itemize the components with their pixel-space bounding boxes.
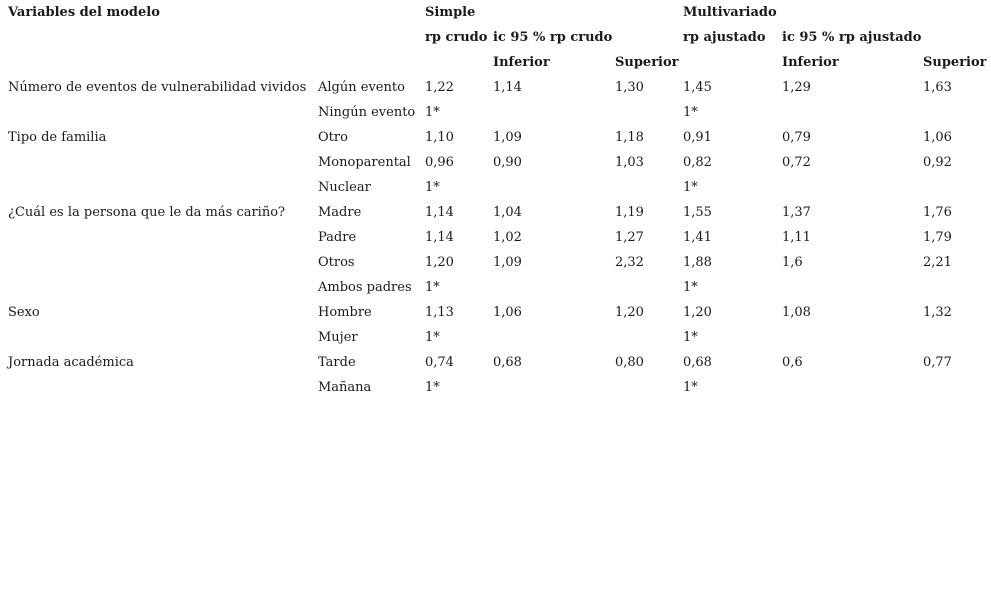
superior-crudo-cell: 1,30 <box>615 80 644 95</box>
header-variables: Variables del modelo <box>8 5 160 20</box>
category-cell: Monoparental <box>318 155 411 170</box>
table-row <box>0 300 991 325</box>
superior-crudo-cell: 2,32 <box>615 255 644 270</box>
rp-ajustado-cell: 1,45 <box>683 80 712 95</box>
category-cell: Madre <box>318 205 362 220</box>
variable-cell: ¿Cuál es la persona que le da más cariño? <box>8 205 286 220</box>
rp-ajustado-cell: 0,91 <box>683 130 712 145</box>
table-row <box>0 350 991 375</box>
table-row <box>0 150 991 175</box>
header-inferior-crudo: Inferior <box>493 55 550 70</box>
table-row <box>0 225 991 250</box>
superior-ajustado-cell: 0,92 <box>923 155 952 170</box>
superior-ajustado-cell: 1,06 <box>923 130 952 145</box>
rp-ajustado-cell: 1,55 <box>683 205 712 220</box>
table-row <box>0 250 991 275</box>
table-row <box>0 375 991 400</box>
category-cell: Ningún evento <box>318 105 416 120</box>
inferior-crudo-cell: 1,04 <box>493 205 522 220</box>
rp-ajustado-cell: 0,68 <box>683 355 712 370</box>
header-rp-ajustado: rp ajustado <box>683 30 766 45</box>
superior-ajustado-cell: 1,32 <box>923 305 952 320</box>
table-row <box>0 75 991 100</box>
superior-ajustado-cell: 0,77 <box>923 355 952 370</box>
inferior-ajustado-cell: 1,29 <box>782 80 811 95</box>
category-cell: Ambos padres <box>318 280 412 295</box>
category-cell: Otro <box>318 130 348 145</box>
superior-ajustado-cell: 2,21 <box>923 255 952 270</box>
header-superior-ajustado: Superior <box>923 55 987 70</box>
inferior-crudo-cell: 1,02 <box>493 230 522 245</box>
category-cell: Padre <box>318 230 357 245</box>
rp-crudo-cell: 1* <box>425 105 440 120</box>
table-row <box>0 125 991 150</box>
inferior-ajustado-cell: 1,08 <box>782 305 811 320</box>
table-row <box>0 175 991 200</box>
category-cell: Otros <box>318 255 355 270</box>
rp-ajustado-cell: 1,88 <box>683 255 712 270</box>
superior-ajustado-cell: 1,79 <box>923 230 952 245</box>
inferior-crudo-cell: 0,90 <box>493 155 522 170</box>
header-simple: Simple <box>425 5 476 20</box>
rp-ajustado-cell: 1,20 <box>683 305 712 320</box>
header-ic-crudo: ic 95 % rp crudo <box>493 30 613 45</box>
superior-ajustado-cell: 1,63 <box>923 80 952 95</box>
table-row <box>0 325 991 350</box>
variable-cell: Jornada académica <box>8 355 134 370</box>
inferior-crudo-cell: 1,14 <box>493 80 522 95</box>
header-row-2 <box>0 25 991 50</box>
rp-crudo-cell: 1,20 <box>425 255 454 270</box>
rp-crudo-cell: 1* <box>425 380 440 395</box>
variable-cell: Sexo <box>8 305 40 320</box>
rp-crudo-cell: 1,14 <box>425 230 454 245</box>
inferior-crudo-cell: 1,09 <box>493 130 522 145</box>
table-row <box>0 275 991 300</box>
variable-cell: Número de eventos de vulnerabilidad vividos <box>8 80 307 95</box>
variable-cell: Tipo de familia <box>8 130 107 145</box>
header-ic-ajustado: ic 95 % rp ajustado <box>782 30 922 45</box>
table-body <box>0 75 991 400</box>
superior-crudo-cell: 1,20 <box>615 305 644 320</box>
inferior-crudo-cell: 1,06 <box>493 305 522 320</box>
inferior-ajustado-cell: 1,6 <box>782 255 803 270</box>
rp-crudo-cell: 1,22 <box>425 80 454 95</box>
category-cell: Mañana <box>318 380 372 395</box>
rp-crudo-cell: 1,13 <box>425 305 454 320</box>
inferior-ajustado-cell: 1,37 <box>782 205 811 220</box>
header-row-1 <box>0 0 991 25</box>
header-rp-crudo: rp crudo <box>425 30 488 45</box>
category-cell: Tarde <box>318 355 356 370</box>
rp-crudo-cell: 1* <box>425 280 440 295</box>
table-row <box>0 200 991 225</box>
rp-ajustado-cell: 1* <box>683 330 698 345</box>
superior-crudo-cell: 0,80 <box>615 355 644 370</box>
header-inferior-ajustado: Inferior <box>782 55 839 70</box>
inferior-ajustado-cell: 0,79 <box>782 130 811 145</box>
table-row <box>0 100 991 125</box>
superior-crudo-cell: 1,03 <box>615 155 644 170</box>
rp-crudo-cell: 0,74 <box>425 355 454 370</box>
category-cell: Nuclear <box>318 180 371 195</box>
rp-ajustado-cell: 1* <box>683 105 698 120</box>
superior-crudo-cell: 1,19 <box>615 205 644 220</box>
header-row-3 <box>0 50 991 75</box>
rp-crudo-cell: 1* <box>425 330 440 345</box>
header-superior-crudo: Superior <box>615 55 679 70</box>
inferior-ajustado-cell: 1,11 <box>782 230 811 245</box>
rp-ajustado-cell: 1* <box>683 380 698 395</box>
category-cell: Hombre <box>318 305 372 320</box>
category-cell: Algún evento <box>318 80 405 95</box>
category-cell: Mujer <box>318 330 358 345</box>
superior-crudo-cell: 1,27 <box>615 230 644 245</box>
rp-crudo-cell: 0,96 <box>425 155 454 170</box>
superior-crudo-cell: 1,18 <box>615 130 644 145</box>
inferior-crudo-cell: 1,09 <box>493 255 522 270</box>
rp-ajustado-cell: 0,82 <box>683 155 712 170</box>
rp-ajustado-cell: 1,41 <box>683 230 712 245</box>
inferior-crudo-cell: 0,68 <box>493 355 522 370</box>
rp-ajustado-cell: 1* <box>683 280 698 295</box>
rp-crudo-cell: 1,10 <box>425 130 454 145</box>
inferior-ajustado-cell: 0,72 <box>782 155 811 170</box>
rp-ajustado-cell: 1* <box>683 180 698 195</box>
inferior-ajustado-cell: 0,6 <box>782 355 803 370</box>
rp-crudo-cell: 1,14 <box>425 205 454 220</box>
rp-crudo-cell: 1* <box>425 180 440 195</box>
header-multivariado: Multivariado <box>683 5 777 20</box>
superior-ajustado-cell: 1,76 <box>923 205 952 220</box>
